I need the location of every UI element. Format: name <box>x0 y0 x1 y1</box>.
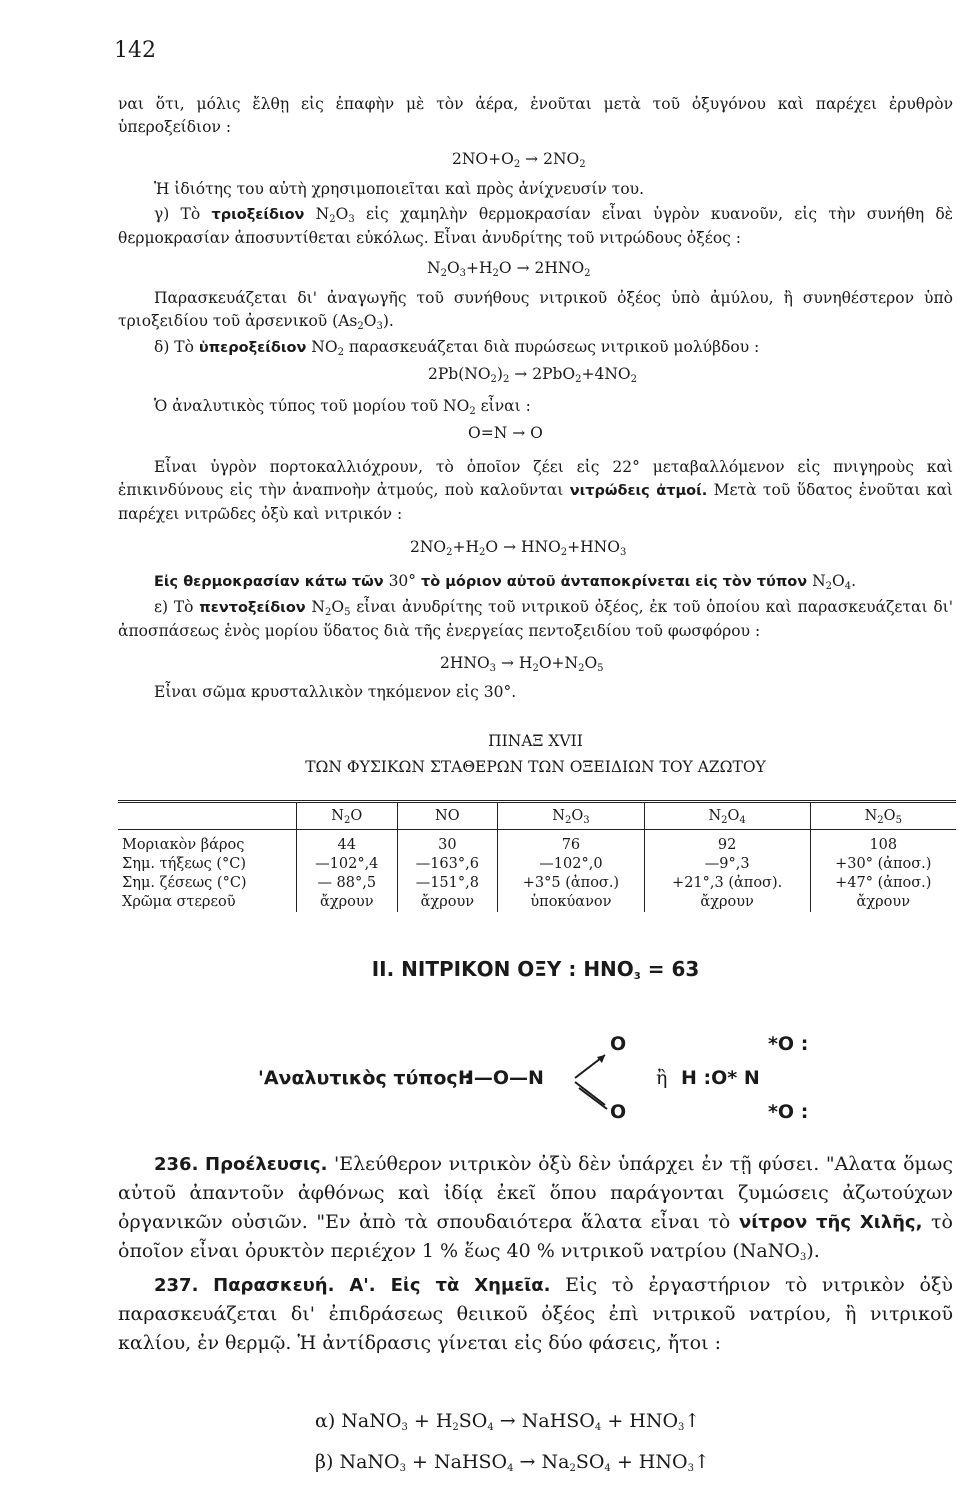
table-cell: 44 <box>297 830 398 856</box>
section-237: 237. Παρασκευή. Α'. Εἰς τὰ Χημεῖα. Εἰς τὸ ἐργαστήριον τὸ νιτρικὸν ὀξὺ παρασκευάζεται δι' ἐπιδράσεως θειικοῦ ὀξέος ἐπὶ νιτρικοῦ νατρίου, ἢ νιτρικοῦ καλίου, ἐν θερμῷ. Ἡ ἀντίδρασις γίνεται εἰς δύο φάσεις, ἤτοι : <box>118 1274 953 1354</box>
paragraph-intro: ναι ὅτι, μόλις ἔλθῃ εἰς ἐπαφὴν μὲ τὸν ἀέρα, ἑνοῦται μετὰ τοῦ ὀξυγόνου καὶ παρέχει ἐρυθρὸν ὑπεροξείδιον : <box>118 95 953 136</box>
table-cell: ἄχρουν <box>644 893 810 912</box>
row-label: Μοριακὸν βάρος <box>122 837 245 853</box>
page-number: 142 <box>114 38 156 63</box>
table-header-n2o5: $N_2O_5$ <box>810 802 956 830</box>
table-header-no: NO <box>397 802 498 830</box>
structure-chain: H—O—N <box>458 1067 544 1089</box>
table-row <box>118 874 956 893</box>
table-row <box>118 855 956 874</box>
table-cell: —9°,3 <box>644 855 810 874</box>
section-236: 236. Προέλευσις. 'Ελεύθερον νιτρικὸν ὀξὺ δὲν ὑπάρχει ἐν τῇ φύσει. "Αλατα ὅμως αὐτοῦ ἀπαντοῦν ἀφθόνως καὶ ἰδίᾳ ἐκεῖ ὅπου παράγονται ζυμώσεις ἀζωτούχων ὀργανικῶν οὐσιῶν. "Εν ἀπὸ τὰ σπουδαιότερα ἅλατα εἶναι τὸ νίτρον τῆς Χιλῆς, τὸ ὁποῖον εἶναι ὀρυκτὸν περιέχον 1 % ἕως 40 % νιτρικοῦ νατρίου (NaNO$_3$). <box>118 1153 953 1263</box>
paragraph-detection: Ἡ ἰδιότης του αὐτὴ χρησιμοποιεῖται καὶ πρὸς ἀνίχνευσίν του. <box>154 180 645 198</box>
structure-or: ἢ <box>656 1067 668 1089</box>
paragraph-preparation: Παρασκευάζεται δι' ἀναγωγῆς τοῦ συνήθους νιτρικοῦ ὀξέος ὑπὸ ἀμύλου, ἢ συνηθέστερον ὑπὸ τριοξειδίου τοῦ ἀρσενικοῦ $(As_2O_3)$. <box>118 289 953 332</box>
paragraph-peroxide: δ) Τὸ ὑπεροξείδιον $NO_2$ παρασκευάζεται διὰ πυρώσεως νιτρικοῦ μολύβδου : <box>154 338 760 358</box>
structure-electron-formula: H :O* N <box>681 1067 760 1089</box>
structure-bonds <box>573 1050 613 1110</box>
structure-o-top: O <box>610 1033 627 1055</box>
structure-o-bottom: O <box>610 1101 627 1123</box>
row-label: Σημ. τήξεως (°C) <box>122 856 247 872</box>
paragraph-trioxide: γ) Τὸ τριοξείδιον $N_2O_3$ εἰς χαμηλὴν θερμοκρασίαν εἶναι ὑγρὸν κυανοῦν, εἰς τὴν συνήθη δὲ θερμοκρασίαν ἀποσυντίθεται εὐκόλως. Εἶναι ἀνυδρίτης τοῦ νιτρώδους ὀξέος : <box>118 205 953 247</box>
table-cell: 92 <box>644 830 810 856</box>
section-title-nitric-acid: II. ΝΙΤΡΙΚΟΝ ΟΞΥ : $HNO_3 = 63$ <box>371 957 700 982</box>
table-cell: 108 <box>810 830 956 856</box>
table-cell: ἄχρουν <box>397 893 498 912</box>
table-cell: —163°,6 <box>397 855 498 874</box>
table-cell: +3°5 (ἀποσ.) <box>498 874 645 893</box>
paragraph-properties: Εἶναι ὑγρὸν πορτοκαλλιόχρουν, τὸ ὁποῖον ζέει εἰς 22° μεταβαλλόμενον εἰς πνιγηροὺς καὶ ἐπικινδύνους εἰς τὴν ἀναπνοὴν ἀτμούς, ποὺ καλοῦνται νιτρώδεις ἀτμοί. Μετὰ τοῦ ὕδατος ἑνοῦται καὶ παρέχει νιτρῶδες ὀξὺ καὶ νιτρικόν : <box>118 458 954 523</box>
equation-beta: β) NaNO$_3$ + NaHSO$_4$ → $Na_2SO_4$ + $HNO_3↑$ <box>315 1451 710 1474</box>
table-cell: ἄχρουν <box>297 893 398 912</box>
equation-no2-structure: O=N → O <box>468 424 543 442</box>
structural-formula <box>258 1015 858 1135</box>
structure-label: 'Αναλυτικὸς τύπος : <box>258 1067 472 1089</box>
table-header-n2o3: $N_2O_3$ <box>498 802 645 830</box>
equation-no-oxidation: $2NO+O_2 \to 2NO_2$ <box>452 150 586 170</box>
row-label: Σημ. ζέσεως (°C) <box>122 875 247 891</box>
table-cell: 76 <box>498 830 645 856</box>
paragraph-crystal: Εἶναι σῶμα κρυσταλλικὸν τηκόμενον εἰς 30°. <box>154 683 517 701</box>
equation-no2-water: $2NO_2+H_2O \to HNO_2+HNO_3$ <box>410 538 627 558</box>
row-label: Χρῶμα στερεοῦ <box>122 894 236 910</box>
paragraph-pentoxide: ε) Τὸ πεντοξείδιον $N_2O_5$ εἶναι ἀνυδρίτης τοῦ νιτρικοῦ ὀξέος, ἐκ τοῦ ὁποίου καὶ παρασκευάζεται δι' ἀποσπάσεως ἑνὸς μορίου ὕδατος διὰ τῆς ἐνεργείας πεντοξειδίου τοῦ φωσφόρου : <box>118 598 953 640</box>
table-cell: ὑποκύανον <box>498 893 645 912</box>
structure-o-right-bottom: *O : <box>768 1101 809 1123</box>
paragraph-low-temp: Εἰς θερμοκρασίαν κάτω τῶν 30° τὸ μόριον αὐτοῦ ἀνταποκρίνεται εἰς τὸν τύπον $N_2O_4$. <box>154 572 857 592</box>
table-header-empty <box>118 802 297 830</box>
structure-o-right-top: *O : <box>768 1033 809 1055</box>
table-cell: 30 <box>397 830 498 856</box>
table-header-row <box>118 802 956 830</box>
table-cell: —102°,0 <box>498 855 645 874</box>
table-cell: +30° (ἀποσ.) <box>810 855 956 874</box>
table-row <box>118 893 956 912</box>
table-cell: +47° (ἀποσ.) <box>810 874 956 893</box>
table-cell: —151°,8 <box>397 874 498 893</box>
table-header-n2o: $N_2O$ <box>297 802 398 830</box>
table-subtitle: ΤΩΝ ΦΥΣΙΚΩΝ ΣΤΑΘΕΡΩΝ ΤΩΝ ΟΞΕΙΔΙΩΝ ΤΟΥ ΑΖΩΤΟΥ <box>305 758 766 776</box>
table-header-n2o4: $N_2O_4$ <box>644 802 810 830</box>
equation-pentoxide: $2HNO_3 \to H_2O+N_2O_5$ <box>440 654 604 674</box>
table-cell: ἄχρουν <box>810 893 956 912</box>
table-cell: —102°,4 <box>297 855 398 874</box>
equation-trioxide-water: $N_2O_3+H_2O \to 2HNO_2$ <box>427 259 591 279</box>
equation-alpha: α) NaNO$_3$ + $H_2SO_4$ → NaHSO$_4$ + $HNO_3↑$ <box>315 1410 701 1433</box>
equation-lead-nitrate: $2Pb(NO_2)_2 \to 2PbO_2+4NO_2$ <box>428 365 638 385</box>
oxides-table <box>118 800 956 912</box>
table-row <box>118 830 956 856</box>
table-cell: — 88°,5 <box>297 874 398 893</box>
table-cell: +21°,3 (ἀποσ). <box>644 874 810 893</box>
paragraph-structure-no2: Ὁ ἀναλυτικὸς τύπος τοῦ μορίου τοῦ $NO_2$ εἶναι : <box>154 397 531 417</box>
table-title: ΠΙΝΑΞ XVII <box>488 732 583 750</box>
